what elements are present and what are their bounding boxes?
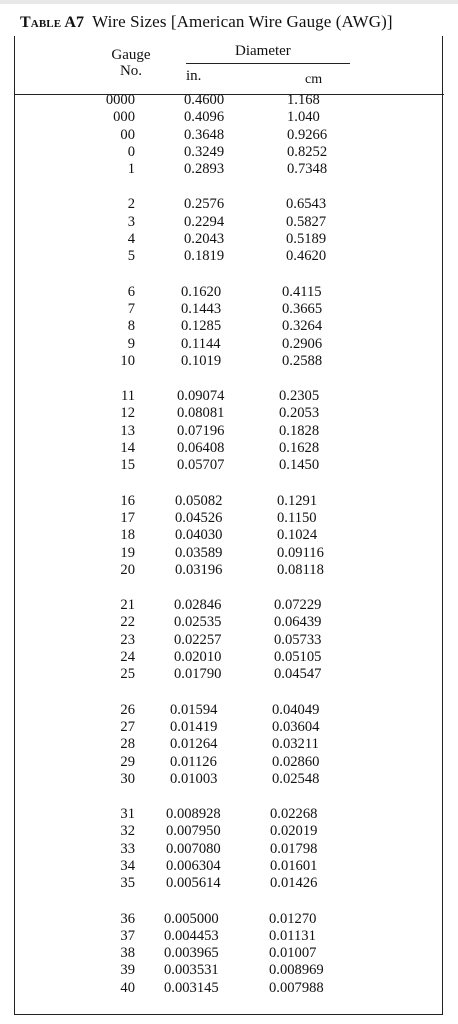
gauge-cell: 0 <box>127 143 135 160</box>
row-group <box>0 388 458 474</box>
gauge-cell: 17 <box>120 509 135 526</box>
cm-cell: 0.007988 <box>269 979 324 996</box>
inch-cell: 0.1019 <box>181 352 222 369</box>
inch-cell: 0.4600 <box>184 92 225 108</box>
row-group <box>0 493 458 579</box>
cm-cell: 0.1628 <box>279 440 320 457</box>
inch-cell: 0.01419 <box>170 718 218 735</box>
gauge-cell: 27 <box>120 718 135 735</box>
cm-cell: 0.07229 <box>274 597 322 614</box>
inch-cell: 0.007950 <box>166 823 221 840</box>
cm-cell: 0.5189 <box>286 231 327 248</box>
table-row <box>0 248 458 265</box>
table-title-text: Wire Sizes [American Wire Gauge (AWG)] <box>92 12 393 31</box>
table-row <box>0 632 458 649</box>
cm-cell: 0.04049 <box>272 701 320 718</box>
inch-cell: 0.2893 <box>184 161 225 178</box>
inch-cell: 0.005000 <box>164 910 219 927</box>
gauge-cell: 34 <box>120 857 135 874</box>
table-row <box>0 858 458 875</box>
inch-cell: 0.1819 <box>184 248 225 265</box>
gauge-cell: 36 <box>120 910 135 927</box>
cm-cell: 0.01007 <box>269 945 317 962</box>
inch-cell: 0.01003 <box>170 770 218 787</box>
cm-cell: 0.2588 <box>282 352 323 369</box>
table-row <box>0 318 458 335</box>
inch-cell: 0.03196 <box>175 561 223 578</box>
inch-cell: 0.07196 <box>177 422 225 439</box>
table-row <box>0 423 458 440</box>
cm-cell: 0.01798 <box>270 840 318 857</box>
table-row <box>0 336 458 353</box>
gauge-cell: 23 <box>120 631 135 648</box>
cm-cell: 1.168 <box>287 92 320 108</box>
inches-header: in. <box>186 68 202 84</box>
cm-cell: 0.02860 <box>272 753 320 770</box>
table-row <box>0 771 458 788</box>
cm-cell: 0.2906 <box>282 335 323 352</box>
gauge-cell: 15 <box>120 457 135 474</box>
gauge-cell: 21 <box>120 597 135 614</box>
table-row <box>0 144 458 161</box>
gauge-cell: 4 <box>127 231 135 248</box>
gauge-cell: 14 <box>120 440 135 457</box>
table-row <box>0 666 458 683</box>
inch-cell: 0.4096 <box>184 109 225 126</box>
table-title <box>20 12 393 32</box>
gauge-cell: 33 <box>120 840 135 857</box>
page-top-edge <box>0 0 458 4</box>
cm-cell: 0.3665 <box>282 300 323 317</box>
table-body <box>0 92 458 1015</box>
inch-cell: 0.04526 <box>175 509 223 526</box>
inch-cell: 0.1285 <box>181 318 222 335</box>
inch-cell: 0.003145 <box>164 979 219 996</box>
table-row <box>0 388 458 405</box>
cm-cell: 0.03211 <box>272 736 319 753</box>
cm-cell: 0.1024 <box>277 527 318 544</box>
cm-cell: 0.02548 <box>272 770 320 787</box>
cm-cell: 0.1450 <box>279 457 320 474</box>
inch-cell: 0.03589 <box>175 544 223 561</box>
inch-cell: 0.05082 <box>175 492 223 509</box>
gauge-cell: 8 <box>127 318 135 335</box>
inch-cell: 0.02535 <box>174 614 222 631</box>
table-row <box>0 962 458 979</box>
inch-cell: 0.08081 <box>177 405 225 422</box>
gauge-cell: 12 <box>120 405 135 422</box>
gauge-cell: 40 <box>120 979 135 996</box>
cm-cell: 0.01601 <box>270 857 318 874</box>
inch-cell: 0.003531 <box>164 962 219 979</box>
inch-cell: 0.2576 <box>184 196 225 213</box>
table-row <box>0 510 458 527</box>
row-group <box>0 911 458 997</box>
inch-cell: 0.01790 <box>174 666 222 683</box>
inch-cell: 0.02010 <box>174 649 222 666</box>
gauge-cell: 32 <box>120 823 135 840</box>
cm-cell: 0.008969 <box>269 962 324 979</box>
inch-cell: 0.006304 <box>166 857 221 874</box>
cm-cell: 0.01131 <box>269 927 316 944</box>
cm-cell: 0.1150 <box>277 509 317 526</box>
gauge-cell: 30 <box>120 770 135 787</box>
cm-cell: 0.1291 <box>277 492 318 509</box>
table-label: Table A7 <box>20 14 85 31</box>
table-row <box>0 457 458 474</box>
table-row <box>0 806 458 823</box>
inch-cell: 0.007080 <box>166 840 221 857</box>
table-row <box>0 562 458 579</box>
gauge-cell: 7 <box>127 300 135 317</box>
gauge-header-line1: Gauge <box>111 47 151 63</box>
inch-cell: 0.02846 <box>174 597 222 614</box>
inch-cell: 0.003965 <box>164 945 219 962</box>
table-row <box>0 597 458 614</box>
inch-cell: 0.05707 <box>177 457 225 474</box>
gauge-cell: 00 <box>120 126 135 143</box>
table-row <box>0 980 458 997</box>
inch-cell: 0.008928 <box>166 806 221 823</box>
inch-cell: 0.2294 <box>184 213 225 230</box>
gauge-cell: 26 <box>120 701 135 718</box>
cm-cell: 0.02268 <box>270 806 318 823</box>
cm-cell: 1.040 <box>287 109 320 126</box>
cm-cell: 0.08118 <box>277 561 324 578</box>
table-row <box>0 127 458 144</box>
inch-cell: 0.02257 <box>174 631 222 648</box>
gauge-cell: 25 <box>120 666 135 683</box>
cm-cell: 0.06439 <box>274 614 322 631</box>
table-row <box>0 109 458 126</box>
table-row <box>0 911 458 928</box>
cm-cell: 0.05105 <box>274 649 322 666</box>
cm-cell: 0.9266 <box>287 126 328 143</box>
row-group <box>0 702 458 788</box>
diameter-rule <box>186 63 350 64</box>
row-group <box>0 806 458 892</box>
row-group <box>0 196 458 265</box>
table-row <box>0 231 458 248</box>
gauge-cell: 31 <box>120 806 135 823</box>
table-row <box>0 301 458 318</box>
gauge-cell: 24 <box>120 649 135 666</box>
gauge-cell: 11 <box>120 388 135 405</box>
cm-cell: 0.4620 <box>286 248 327 265</box>
table-row <box>0 945 458 962</box>
gauge-cell: 28 <box>120 736 135 753</box>
cm-cell: 0.5827 <box>286 213 327 230</box>
gauge-cell: 13 <box>120 422 135 439</box>
gauge-cell: 3 <box>127 213 135 230</box>
table-row <box>0 823 458 840</box>
row-group <box>0 92 458 178</box>
inch-cell: 0.1620 <box>181 283 222 300</box>
table-row <box>0 719 458 736</box>
gauge-cell: 20 <box>120 561 135 578</box>
inch-cell: 0.005614 <box>166 875 221 892</box>
table-row <box>0 841 458 858</box>
row-group <box>0 284 458 370</box>
gauge-cell: 16 <box>120 492 135 509</box>
table-row <box>0 614 458 631</box>
cm-cell: 0.7348 <box>287 161 328 178</box>
row-group <box>0 597 458 683</box>
gauge-cell: 39 <box>120 962 135 979</box>
gauge-cell: 18 <box>120 527 135 544</box>
inch-cell: 0.01264 <box>170 736 218 753</box>
gauge-cell: 9 <box>127 335 135 352</box>
table-row <box>0 875 458 892</box>
cm-cell: 0.09116 <box>277 544 324 561</box>
table-row <box>0 545 458 562</box>
gauge-cell: 37 <box>120 927 135 944</box>
gauge-cell: 10 <box>120 352 135 369</box>
gauge-cell: 35 <box>120 875 135 892</box>
inch-cell: 0.3249 <box>184 143 225 160</box>
table-row <box>0 928 458 945</box>
inch-cell: 0.01126 <box>170 753 217 770</box>
inch-cell: 0.06408 <box>177 440 225 457</box>
gauge-cell: 2 <box>127 196 135 213</box>
table-row <box>0 754 458 771</box>
table-row <box>0 284 458 301</box>
inch-cell: 0.1443 <box>181 300 222 317</box>
cm-cell: 0.03604 <box>272 718 320 735</box>
gauge-header <box>108 47 154 79</box>
table-row <box>0 702 458 719</box>
gauge-cell: 22 <box>120 614 135 631</box>
table-row <box>0 196 458 213</box>
table-row <box>0 440 458 457</box>
inch-cell: 0.1144 <box>181 335 221 352</box>
cm-header: cm <box>305 72 323 87</box>
table-row <box>0 527 458 544</box>
gauge-cell: 0000 <box>105 92 135 108</box>
cm-cell: 0.04547 <box>274 666 322 683</box>
cm-cell: 0.3264 <box>282 318 323 335</box>
gauge-cell: 6 <box>127 283 135 300</box>
cm-cell: 0.2053 <box>279 405 320 422</box>
table-row <box>0 161 458 178</box>
diameter-header: Diameter <box>235 43 291 59</box>
cm-cell: 0.01426 <box>270 875 318 892</box>
inch-cell: 0.2043 <box>184 231 225 248</box>
table-row <box>0 92 458 109</box>
inch-cell: 0.004453 <box>164 927 219 944</box>
cm-cell: 0.05733 <box>274 631 322 648</box>
gauge-cell: 29 <box>120 753 135 770</box>
gauge-header-line2: No. <box>119 63 143 79</box>
gauge-cell: 19 <box>120 544 135 561</box>
cm-cell: 0.02019 <box>270 823 318 840</box>
table-row <box>0 649 458 666</box>
table-row <box>0 493 458 510</box>
gauge-cell: 1 <box>127 161 135 178</box>
table-row <box>0 353 458 370</box>
inch-cell: 0.01594 <box>170 701 218 718</box>
table-row <box>0 214 458 231</box>
cm-cell: 0.01270 <box>269 910 317 927</box>
cm-cell: 0.6543 <box>286 196 327 213</box>
gauge-cell: 5 <box>127 248 135 265</box>
table-row <box>0 405 458 422</box>
inch-cell: 0.09074 <box>177 388 225 405</box>
gauge-cell: 38 <box>120 945 135 962</box>
inch-cell: 0.3648 <box>184 126 225 143</box>
table-row <box>0 736 458 753</box>
cm-cell: 0.2305 <box>279 388 320 405</box>
gauge-cell: 000 <box>113 109 135 126</box>
cm-cell: 0.4115 <box>282 283 322 300</box>
cm-cell: 0.1828 <box>279 422 320 439</box>
cm-cell: 0.8252 <box>287 143 328 160</box>
inch-cell: 0.04030 <box>175 527 223 544</box>
